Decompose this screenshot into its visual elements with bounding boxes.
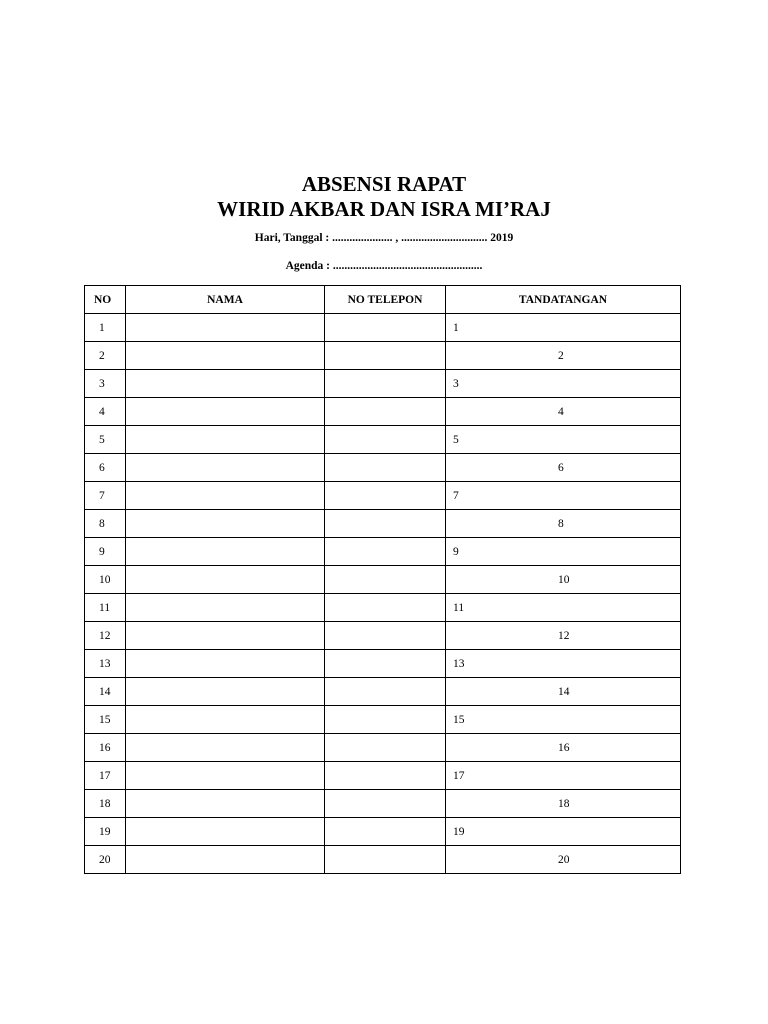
column-header-telepon: NO TELEPON	[325, 286, 446, 314]
table-row	[85, 510, 681, 538]
column-header-tandatangan: TANDATANGAN	[446, 286, 681, 314]
tandatangan-cell[interactable]	[446, 510, 681, 538]
telepon-cell[interactable]	[325, 538, 446, 566]
telepon-cell[interactable]	[325, 594, 446, 622]
telepon-cell[interactable]	[325, 790, 446, 818]
signature-number: 8	[558, 517, 564, 530]
tandatangan-cell[interactable]	[446, 314, 681, 342]
tandatangan-cell[interactable]	[446, 734, 681, 762]
table-row	[85, 678, 681, 706]
signature-number: 10	[558, 573, 570, 586]
row-number: 16	[85, 734, 126, 762]
signature-number: 1	[453, 321, 459, 334]
nama-cell[interactable]	[126, 342, 325, 370]
row-number: 15	[85, 706, 126, 734]
nama-cell[interactable]	[126, 482, 325, 510]
table-row	[85, 846, 681, 874]
row-number: 20	[85, 846, 126, 874]
row-number: 14	[85, 678, 126, 706]
nama-cell[interactable]	[126, 706, 325, 734]
table-row	[85, 482, 681, 510]
tandatangan-cell[interactable]	[446, 790, 681, 818]
telepon-cell[interactable]	[325, 650, 446, 678]
nama-cell[interactable]	[126, 650, 325, 678]
nama-cell[interactable]	[126, 454, 325, 482]
nama-cell[interactable]	[126, 762, 325, 790]
signature-number: 5	[453, 433, 459, 446]
telepon-cell[interactable]	[325, 482, 446, 510]
tandatangan-cell[interactable]	[446, 818, 681, 846]
tandatangan-cell[interactable]	[446, 398, 681, 426]
row-number: 5	[85, 426, 126, 454]
signature-number: 17	[453, 769, 465, 782]
table-row	[85, 762, 681, 790]
tandatangan-cell[interactable]	[446, 566, 681, 594]
telepon-cell[interactable]	[325, 370, 446, 398]
row-number: 4	[85, 398, 126, 426]
telepon-cell[interactable]	[325, 426, 446, 454]
row-number: 9	[85, 538, 126, 566]
telepon-cell[interactable]	[325, 706, 446, 734]
telepon-cell[interactable]	[325, 398, 446, 426]
tandatangan-cell[interactable]	[446, 678, 681, 706]
tandatangan-cell[interactable]	[446, 706, 681, 734]
signature-number: 14	[558, 685, 570, 698]
telepon-cell[interactable]	[325, 566, 446, 594]
nama-cell[interactable]	[126, 790, 325, 818]
row-number: 2	[85, 342, 126, 370]
tandatangan-cell[interactable]	[446, 650, 681, 678]
nama-cell[interactable]	[126, 426, 325, 454]
telepon-cell[interactable]	[325, 762, 446, 790]
row-number: 19	[85, 818, 126, 846]
tandatangan-cell[interactable]	[446, 454, 681, 482]
agenda-line: Agenda : ....................................................	[285, 260, 483, 272]
signature-number: 9	[453, 545, 459, 558]
nama-cell[interactable]	[126, 818, 325, 846]
nama-cell[interactable]	[126, 594, 325, 622]
table-row	[85, 734, 681, 762]
row-number: 10	[85, 566, 126, 594]
table-row	[85, 650, 681, 678]
nama-cell[interactable]	[126, 678, 325, 706]
tandatangan-cell[interactable]	[446, 762, 681, 790]
nama-cell[interactable]	[126, 398, 325, 426]
column-header-nama: NAMA	[126, 286, 325, 314]
signature-number: 20	[558, 853, 570, 866]
signature-number: 11	[453, 601, 465, 614]
nama-cell[interactable]	[126, 734, 325, 762]
signature-number: 13	[453, 657, 465, 670]
column-header-no: NO	[85, 286, 126, 314]
row-number: 12	[85, 622, 126, 650]
table-row	[85, 790, 681, 818]
telepon-cell[interactable]	[325, 510, 446, 538]
document-subtitle: WIRID AKBAR DAN ISRA MI’RAJ	[217, 197, 551, 221]
signature-number: 3	[453, 377, 459, 390]
nama-cell[interactable]	[126, 846, 325, 874]
tandatangan-cell[interactable]	[446, 342, 681, 370]
telepon-cell[interactable]	[325, 622, 446, 650]
tandatangan-cell[interactable]	[446, 622, 681, 650]
signature-number: 6	[558, 461, 564, 474]
table-row	[85, 314, 681, 342]
signature-number: 7	[453, 489, 459, 502]
nama-cell[interactable]	[126, 566, 325, 594]
table-row	[85, 538, 681, 566]
telepon-cell[interactable]	[325, 342, 446, 370]
nama-cell[interactable]	[126, 538, 325, 566]
nama-cell[interactable]	[126, 622, 325, 650]
row-number: 1	[85, 314, 126, 342]
signature-number: 19	[453, 825, 465, 838]
tandatangan-cell[interactable]	[446, 538, 681, 566]
tandatangan-cell[interactable]	[446, 594, 681, 622]
signature-number: 12	[558, 629, 570, 642]
tandatangan-cell[interactable]	[446, 846, 681, 874]
telepon-cell[interactable]	[325, 734, 446, 762]
tandatangan-cell[interactable]	[446, 426, 681, 454]
tandatangan-cell[interactable]	[446, 370, 681, 398]
row-number: 17	[85, 762, 126, 790]
telepon-cell[interactable]	[325, 818, 446, 846]
tandatangan-cell[interactable]	[446, 482, 681, 510]
signature-number: 16	[558, 741, 570, 754]
signature-number: 15	[453, 713, 465, 726]
table-header-row	[85, 286, 681, 314]
telepon-cell[interactable]	[325, 454, 446, 482]
table-row	[85, 706, 681, 734]
table-row	[85, 818, 681, 846]
signature-number: 4	[558, 405, 564, 418]
table-row	[85, 566, 681, 594]
table-row	[85, 398, 681, 426]
nama-cell[interactable]	[126, 370, 325, 398]
row-number: 7	[85, 482, 126, 510]
row-number: 11	[85, 594, 126, 622]
telepon-cell[interactable]	[325, 678, 446, 706]
table-row	[85, 594, 681, 622]
telepon-cell[interactable]	[325, 846, 446, 874]
row-number: 8	[85, 510, 126, 538]
table-row	[85, 622, 681, 650]
table-row	[85, 426, 681, 454]
table-row	[85, 342, 681, 370]
document-title: ABSENSI RAPAT	[301, 172, 467, 196]
signature-number: 2	[558, 349, 564, 362]
row-number: 6	[85, 454, 126, 482]
telepon-cell[interactable]	[325, 314, 446, 342]
table-row	[85, 370, 681, 398]
row-number: 3	[85, 370, 126, 398]
attendance-table	[84, 285, 681, 874]
nama-cell[interactable]	[126, 314, 325, 342]
table-row	[85, 454, 681, 482]
nama-cell[interactable]	[126, 510, 325, 538]
row-number: 13	[85, 650, 126, 678]
row-number: 18	[85, 790, 126, 818]
date-line: Hari, Tanggal : ..................... , .............................. 2019	[254, 232, 514, 244]
signature-number: 18	[558, 797, 570, 810]
